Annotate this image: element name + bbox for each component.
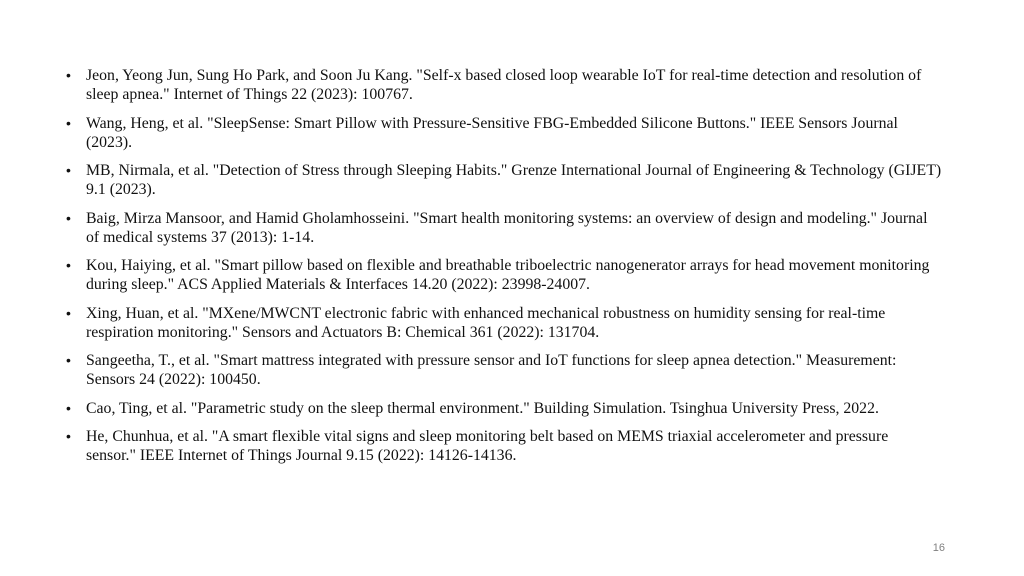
bullet-icon: •	[66, 209, 71, 226]
reference-text: Cao, Ting, et al. "Parametric study on the sleep thermal environment." Building Simulation. Tsinghua University Press, 2022.	[86, 399, 879, 417]
bullet-icon: •	[66, 257, 71, 273]
reference-item	[62, 114, 942, 152]
reference-text: Baig, Mirza Mansoor, and Hamid Gholamhosseini. "Smart health monitoring systems: an overview of design and modeling." Journal of medical systems 37 (2013): 1-14.	[86, 209, 928, 246]
reference-item	[62, 161, 942, 199]
page-number: 16	[932, 542, 945, 554]
reference-item	[62, 256, 942, 294]
reference-item	[62, 66, 942, 104]
bullet-icon: •	[66, 67, 71, 83]
reference-text: Xing, Huan, et al. "MXene/MWCNT electronic fabric with enhanced mechanical robustness on humidity sensing for real-time respiration monitoring." Sensors and Actuators B: Chemical 361 (2022): 131704.	[86, 304, 886, 341]
bullet-icon: •	[66, 428, 71, 444]
bullet-icon: •	[66, 162, 71, 178]
reference-text: MB, Nirmala, et al. "Detection of Stress through Sleeping Habits." Grenze International Journal of Engineering & Technology (GIJET) 9.1 (2023).	[86, 162, 942, 198]
reference-item	[62, 304, 942, 342]
reference-item	[62, 399, 942, 418]
reference-text: Jeon, Yeong Jun, Sung Ho Park, and Soon Ju Kang. "Self-x based closed loop wearable IoT for real-time detection and resolution of sleep apnea." Internet of Things 22 (2023): 100767.	[86, 67, 922, 103]
bullet-icon: •	[66, 399, 71, 416]
reference-text: He, Chunhua, et al. "A smart flexible vital signs and sleep monitoring belt based on MEMS triaxial accelerometer and pressure sensor." IEEE Internet of Things Journal 9.15 (2022): 14126-14136.	[86, 428, 889, 464]
reference-text: Sangeetha, T., et al. "Smart mattress integrated with pressure sensor and IoT functions for sleep apnea detection." Measurement: Sensors 24 (2022): 100450.	[86, 352, 897, 388]
bullet-icon: •	[66, 352, 71, 368]
reference-item	[62, 209, 942, 247]
reference-list	[62, 66, 942, 475]
bullet-icon: •	[66, 114, 71, 131]
reference-item	[62, 351, 942, 389]
reference-item	[62, 427, 942, 465]
reference-text: Wang, Heng, et al. "SleepSense: Smart Pillow with Pressure-Sensitive FBG-Embedded Silicone Buttons." IEEE Sensors Journal (2023).	[86, 114, 898, 151]
bullet-icon: •	[66, 304, 71, 321]
reference-text: Kou, Haiying, et al. "Smart pillow based on flexible and breathable triboelectric nanogenerator arrays for head movement monitoring during sleep." ACS Applied Materials & Interfaces 14.20 (2022): 23998-24007.	[86, 257, 930, 293]
